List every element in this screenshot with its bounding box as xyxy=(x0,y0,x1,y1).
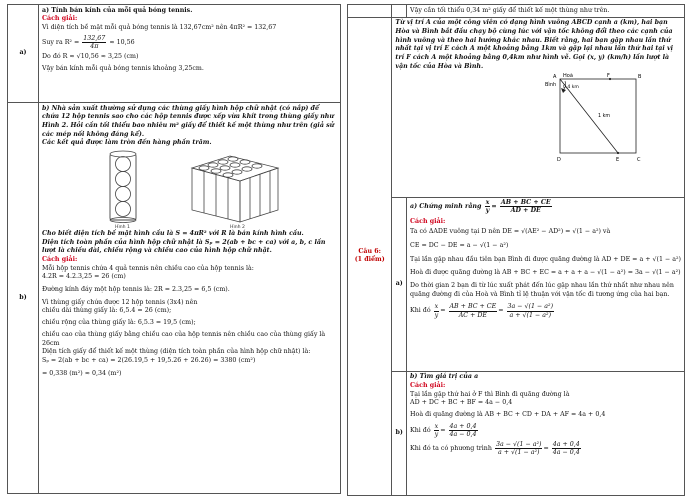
label-0-4km: 0,4 km xyxy=(563,85,580,91)
part-6b-frac-d xyxy=(552,441,581,456)
question-6-number: Câu 6: xyxy=(358,247,381,255)
square-diagram xyxy=(395,73,681,165)
part-b-step-2: 4.2R = 4.2.3,25 = 26 (cm) xyxy=(42,273,126,281)
part-b-note: Các kết quả được làm tròn đến hàng phần trăm. xyxy=(42,139,212,147)
part-a-line-2 xyxy=(42,35,337,50)
part-6b-line-1: Tại lần gặp thứ hai ở F thì Bình đi quãng đường là xyxy=(410,390,570,398)
part-b-step-7: chiều cao của thùng giấy bằng chiều cao của hộp tennis nên chiều cao của thùng giấy là 26cm xyxy=(42,330,326,347)
part-b-row xyxy=(8,103,341,494)
part-a-title: a) Tính bán kính của mỗi quả bóng tennis. xyxy=(42,6,193,14)
part-a-row xyxy=(8,5,341,103)
figure-1-can xyxy=(110,151,136,223)
right-table xyxy=(347,4,685,496)
part-6b-frac-c xyxy=(495,441,543,456)
part-6b-frac-d-num: 4a + 0,4 xyxy=(552,441,580,449)
label-B: B xyxy=(638,74,642,81)
part-6a-line-4: Hoà đi được quãng đường là AB + BC + EC = a + a + a − √(1 − a²) = 3a − √(1 − a²) xyxy=(410,269,681,277)
label-Hoa: Hoà xyxy=(563,73,574,80)
part-b-label: b) xyxy=(8,103,39,494)
part-a-fraction-num: 132,67 xyxy=(83,34,106,42)
part-6b-frac-b-num: 4a + 0,4 xyxy=(449,422,477,430)
part-6a-frac-b-den: AC + DE xyxy=(458,311,487,319)
part-6a-title: a) Chứng minh rằng $\frac{x}{y}$ = $\frac{AB + BC + CE}{AD + DE}$ xyxy=(410,199,551,215)
part-a-line-3: Do đó R ≈ √10,56 ≈ 3,25 (cm) xyxy=(42,53,139,61)
part-b-solution-heading: Cách giải: xyxy=(42,256,78,263)
square-diagram-svg xyxy=(395,73,665,165)
part-6b-frac-a-den: y xyxy=(434,430,439,438)
part-6b-frac-c-den: a + √(1 − a²) xyxy=(497,449,540,457)
top-row-empty-2 xyxy=(392,5,407,18)
figures-svg xyxy=(42,148,337,230)
part-b-step-1: Mỗi hộp tennis chứa 4 quả tennis nên chiều cao của hộp tennis là: xyxy=(42,264,254,272)
part-b-step-9: Sₚ = 2(ab + bc + ca) = 2(26.19,5 + 19,5.26 + 26.26) = 3380 (cm²) xyxy=(42,356,256,364)
label-Binh: Bình xyxy=(545,82,557,89)
figures xyxy=(42,148,337,230)
part-6a-row xyxy=(348,197,685,371)
question-6-row xyxy=(348,17,685,197)
part-6b-frac-a-num: x xyxy=(434,422,439,430)
figure-2-caption: Hình 2 xyxy=(230,224,245,230)
part-6a-line-2: CE = DC − DE = a − √(1 − a²) xyxy=(410,242,509,250)
part-6b-row xyxy=(348,371,685,495)
part-6b-solution-heading: Cách giải: xyxy=(410,381,446,389)
label-A: A xyxy=(553,74,557,81)
part-6a-title-rhs xyxy=(500,199,552,214)
top-line: Vậy cần tối thiểu 0,34 m² giấy để thiết kế một thùng như trên. xyxy=(407,5,685,18)
figure-2-box xyxy=(192,156,278,222)
part-a-fraction-den: 4π xyxy=(90,42,99,50)
part-6a-frac-c-num: 3a − √(1 − a²) xyxy=(507,303,554,311)
part-6a-line-6: Khi đó $\frac{x}{y}$ = $\frac{AB + BC + CE}{AC + DE}$ = $\frac{\text{3a − √(1 − a²)}}{\text{a + √(1 − a²)}}$ xyxy=(410,303,554,319)
part-b-step-6: chiều rộng của thùng giấy là: 6,5.3 = 19,5 (cm); xyxy=(42,319,196,327)
part-6b-label: b) xyxy=(392,371,407,495)
label-C: C xyxy=(637,157,641,164)
problem-text: Từ vị trí A của một công viên có dạng hình vuông ABCD cạnh a (km), hai bạn Hòa và Bình bắt đầu chạy bộ cùng lúc với vận tốc không đổi theo các cạnh của hình vuông và theo hai hướng khác nhau. Biết rằng, hai bạn gặp nhau lần thứ nhất tại vị trí E cách A một khoảng bằng 1km và gặp lại nhau lần thứ hai tại vị trí F cách A một khoảng bằng 0,4km như hình vẽ. Gọi (x, y) (km/h) lần lượt là vận tốc của Hòa và Bình. xyxy=(395,19,674,70)
part-6a-line-5: Do thời gian 2 bạn đi từ lúc xuất phát đến lúc gặp nhau lần thứ nhất như nhau nên quãng đường đi của Hoà và Bình tỉ lệ thuận với vận tốc đi tương ứng của hai bạn. xyxy=(410,282,674,298)
part-a-line-2-pre: Suy ra R² = xyxy=(42,38,80,46)
left-table xyxy=(7,4,341,494)
part-6a-frac-c-den: a + √(1 − a²) xyxy=(509,311,552,319)
part-b-info-1: Cho biết diện tích bề mặt hình cầu là S = 4πR² với R là bán kính hình cầu. xyxy=(42,229,304,237)
part-6b-frac-b xyxy=(449,423,478,438)
part-a-content xyxy=(39,5,341,103)
part-a-line-2-post: ≈ 10,56 xyxy=(109,38,135,46)
part-b-step-10: = 0,338 (m²) ≈ 0,34 (m²) xyxy=(42,369,122,377)
part-6a-title-rhs-den: AD + DE xyxy=(510,207,541,215)
part-b-content xyxy=(39,103,341,494)
part-6a-line-6-pre: Khi đó xyxy=(410,307,431,315)
part-6b-frac-b-den: 4a − 0,4 xyxy=(449,430,477,438)
label-E: E xyxy=(616,157,620,164)
part-6a-frac-a xyxy=(434,303,440,318)
part-6a-title-pre: a) Chứng minh rằng xyxy=(410,203,482,211)
part-b-info-2: Diện tích toàn phần của hình hộp chữ nhật là Sₚ = 2(ab + bc + ca) với a, b, c lần lượt là chiều dài, chiều rộng và chiều cao của hình hộp chữ nhật. xyxy=(42,238,326,255)
part-6a-solution-heading: Cách giải: xyxy=(410,217,446,225)
part-6b-line-3: Hoà đi quãng đường là AB + BC + CD + DA + AF = 4a + 0,4 xyxy=(410,410,606,418)
part-6b-line-5: Khi đó ta có phương trình $\frac{\text{3a − √(1 − a²)}}{\text{a + √(1 − a²)}}$ = $\frac{4a + 0,4}{4a - 0,4}$ xyxy=(410,441,580,457)
part-6a-frac-b xyxy=(449,303,498,318)
problem-cell xyxy=(392,17,685,197)
part-6a-title-lhs-num: x xyxy=(485,199,490,207)
part-6b-title: b) Tìm giá trị của a xyxy=(410,373,479,381)
part-6a-frac-b-num: AB + BC + CE xyxy=(449,303,497,311)
part-6a-frac-a-num: x xyxy=(434,303,439,311)
part-6a-title-lhs xyxy=(485,199,491,214)
part-6a-frac-a-den: y xyxy=(434,311,439,319)
figure-1-caption: Hình 1 xyxy=(115,224,130,230)
part-6b-line-5-pre: Khi đó ta có phương trình xyxy=(410,445,492,453)
part-b-step-5: chiều dài thùng giấy là: 6,5.4 = 26 (cm); xyxy=(42,307,172,315)
part-6a-frac-c xyxy=(507,303,555,318)
part-6b-line-4: Khi đó $\frac{x}{y}$ = $\frac{4a + 0,4}{4a - 0,4}$ xyxy=(410,422,477,438)
part-a-label: a) xyxy=(8,5,39,103)
part-6a-title-lhs-den: y xyxy=(485,207,490,215)
part-6a-label: a) xyxy=(392,197,407,371)
part-b-step-3: Đường kính đáy một hộp tennis là: 2R = 2.3,25 = 6,5 (cm). xyxy=(42,286,230,294)
part-a-fraction xyxy=(82,35,106,50)
label-D: D xyxy=(557,157,562,164)
question-6-points: (1 điểm) xyxy=(354,256,385,264)
top-row-empty-1 xyxy=(348,5,392,18)
part-a-solution-heading: Cách giải: xyxy=(42,15,78,23)
part-a-line-4: Vậy bán kính mỗi quả bóng tennis khoảng 3,25cm. xyxy=(42,64,204,72)
part-6b-frac-c-num: 3a − √(1 − a²) xyxy=(495,441,542,449)
top-row xyxy=(348,5,685,18)
part-6b-frac-d-den: 4a − 0,4 xyxy=(552,449,580,457)
question-6-label xyxy=(348,17,392,495)
part-b-title: b) Nhà sản xuất thường sử dụng các thùng giấy hình hộp chữ nhật (có nắp) để chứa 12 hộp tennis sao cho các hộp tennis được xếp vừa khít trong thùng giấy như Hình 2. Hỏi cần tối thiểu bao nhiêu m² giấy để thiết kế một thùng như trên (giả sử các mép nối không đáng kể). xyxy=(42,104,335,138)
label-F: F xyxy=(607,73,611,80)
part-6a-title-rhs-num: AB + BC + CE xyxy=(500,199,551,207)
part-6b-line-4-pre: Khi đó xyxy=(410,426,431,434)
part-6b-line-2: AD + DC + BC + BF = 4a − 0,4 xyxy=(410,399,513,407)
part-b-step-8: Diện tích giấy để thiết kế một thùng (diện tích toàn phần của hình hộp chữ nhật) là: xyxy=(42,348,311,356)
part-6b-content xyxy=(407,371,685,495)
part-b-step-4: Vì thùng giấy chứa được 12 hộp tennis (3x4) nên xyxy=(42,298,198,306)
part-a-line-1: Vì diện tích bề mặt mỗi quả bóng tennis là 132,67cm² nên 4πR² = 132,67 xyxy=(42,23,277,31)
part-6b-frac-a xyxy=(434,423,440,438)
label-1km: 1 km xyxy=(598,114,611,120)
part-6a-line-1: Ta có ΔADE vuông tại D nên DE = √(AE² − AD²) = √(1 − a²) và xyxy=(410,228,611,236)
part-6a-content xyxy=(407,197,685,371)
part-6a-line-3: Tại lần gặp nhau đầu tiên bạn Bình đi được quãng đường là AD + DE = a + √(1 − a²) xyxy=(410,255,681,263)
